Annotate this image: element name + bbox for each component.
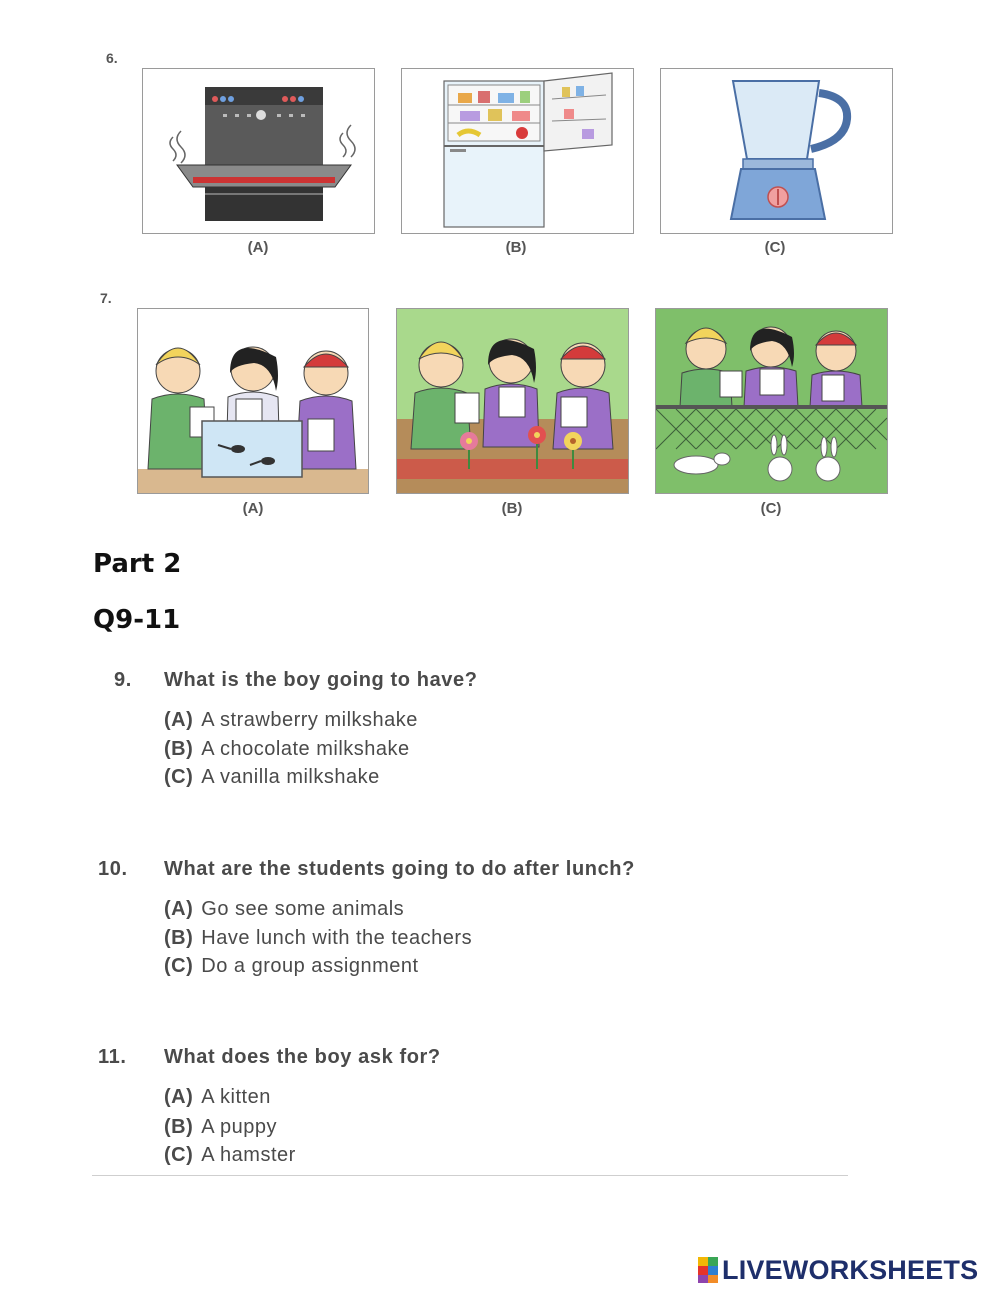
question-11-number: 11. bbox=[98, 1046, 127, 1068]
q11-answer-b-letter: (B) bbox=[164, 1116, 194, 1138]
q11-answer-b-text: A puppy bbox=[201, 1116, 278, 1138]
q11-answer-c[interactable] bbox=[164, 1144, 296, 1167]
q10-answer-c[interactable] bbox=[164, 955, 419, 978]
oven-icon[interactable] bbox=[142, 68, 375, 234]
q10-answer-b-letter: (B) bbox=[164, 927, 194, 949]
q10-answer-c-letter: (C) bbox=[164, 955, 194, 977]
q9-answer-c-letter: (C) bbox=[164, 766, 194, 788]
q6-option-a-label: (A) bbox=[247, 239, 269, 256]
question-9-number: 9. bbox=[114, 669, 132, 691]
q9-answer-a[interactable] bbox=[164, 709, 418, 732]
q10-answer-c-text: Do a group assignment bbox=[201, 955, 419, 977]
q9-answer-b-letter: (B) bbox=[164, 738, 194, 760]
q9-answer-a-text: A strawberry milkshake bbox=[201, 709, 418, 731]
q6-option-c-label: (C) bbox=[764, 239, 786, 256]
refrigerator-icon[interactable] bbox=[401, 68, 634, 234]
liveworksheets-logo-text: LIVEWORKSHEETS bbox=[722, 1254, 979, 1285]
liveworksheets-logo[interactable] bbox=[698, 1254, 978, 1286]
question-7-number: 7. bbox=[100, 290, 112, 306]
students-flowers-scene[interactable] bbox=[396, 308, 629, 494]
question-11 bbox=[98, 1046, 441, 1069]
question-10-number: 10. bbox=[98, 858, 128, 880]
section-heading: Q9-11 bbox=[93, 605, 181, 635]
q11-answer-a[interactable] bbox=[164, 1086, 271, 1109]
question-11-text: What does the boy ask for? bbox=[164, 1046, 441, 1068]
question-10-text: What are the students going to do after lunch? bbox=[164, 858, 635, 880]
q10-answer-a-text: Go see some animals bbox=[201, 898, 405, 920]
q9-answer-b-text: A chocolate milkshake bbox=[201, 738, 410, 760]
q11-answer-a-letter: (A) bbox=[164, 1086, 194, 1108]
liveworksheets-logo-icon bbox=[698, 1257, 718, 1283]
q7-option-a-label: (A) bbox=[242, 500, 264, 517]
q10-answer-a[interactable] bbox=[164, 898, 404, 921]
blender-icon[interactable] bbox=[660, 68, 893, 234]
q11-answer-a-text: A kitten bbox=[201, 1086, 271, 1108]
q9-answer-c[interactable] bbox=[164, 766, 380, 789]
part-heading: Part 2 bbox=[93, 549, 182, 579]
question-9-text: What is the boy going to have? bbox=[164, 669, 478, 691]
question-6-number: 6. bbox=[106, 50, 118, 66]
bottom-divider bbox=[92, 1175, 848, 1176]
q11-answer-c-letter: (C) bbox=[164, 1144, 194, 1166]
students-rabbits-scene[interactable] bbox=[655, 308, 888, 494]
q10-answer-b[interactable] bbox=[164, 927, 472, 950]
q9-answer-c-text: A vanilla milkshake bbox=[201, 766, 380, 788]
q9-answer-a-letter: (A) bbox=[164, 709, 194, 731]
question-9 bbox=[114, 669, 478, 692]
q11-answer-b[interactable] bbox=[164, 1116, 277, 1139]
q10-answer-b-text: Have lunch with the teachers bbox=[201, 927, 473, 949]
q7-option-b-label: (B) bbox=[501, 500, 523, 517]
q7-option-c-label: (C) bbox=[760, 500, 782, 517]
students-aquarium-scene[interactable] bbox=[137, 308, 369, 494]
q11-answer-c-text: A hamster bbox=[201, 1144, 296, 1166]
q10-answer-a-letter: (A) bbox=[164, 898, 194, 920]
question-10 bbox=[98, 858, 635, 881]
q6-option-b-label: (B) bbox=[505, 239, 527, 256]
q9-answer-b[interactable] bbox=[164, 738, 410, 761]
